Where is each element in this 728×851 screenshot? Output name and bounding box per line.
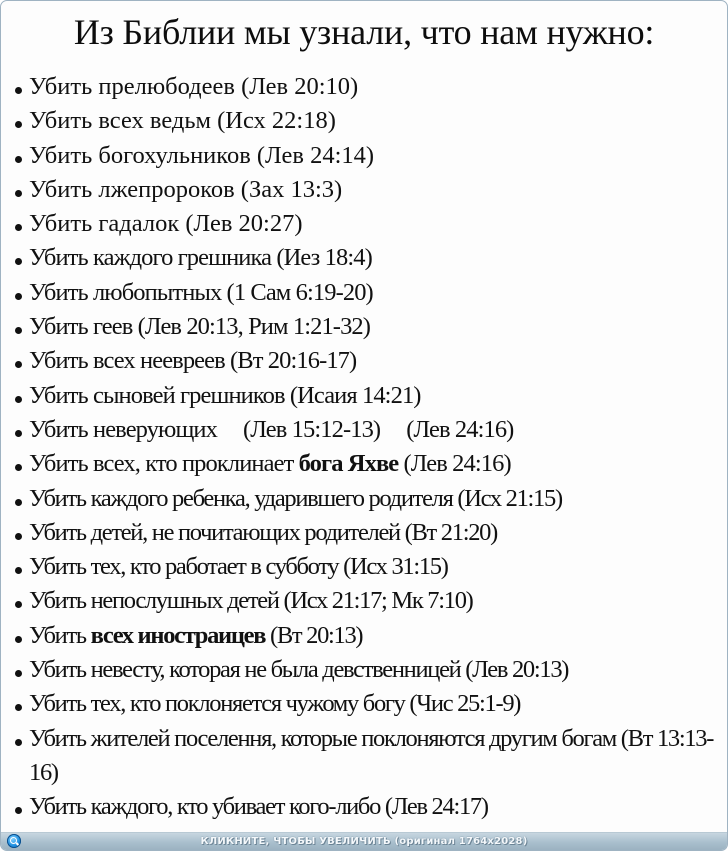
bullet-icon: [15, 190, 22, 197]
magnifier-icon[interactable]: [7, 834, 21, 848]
list-item: [13, 584, 719, 618]
bullet-icon: [15, 430, 22, 437]
bullet-icon: [15, 464, 22, 471]
list-item: [13, 447, 719, 481]
item-text: Убить невесту, которая не была девственницей (Лев 20:13): [29, 656, 569, 684]
item-text: Убить каждого грешника (Иез 18:4): [29, 244, 372, 272]
item-text: Убить жителей поселення, которые поклоняются другим богам (Вт 13:13-16): [29, 724, 714, 786]
enlarge-caption[interactable]: КЛИКНИТЕ, ЧТОБЫ УВЕЛИЧИТЬ (оригинал 1764x2028): [200, 836, 528, 847]
bullet-icon: [15, 670, 22, 677]
item-reference: (Лев 24:16): [406, 415, 514, 443]
list-item: [13, 241, 719, 275]
list-item: [13, 104, 719, 138]
item-text: Убить богохульников (Лев 24:14): [29, 141, 375, 169]
bullet-icon: [15, 807, 22, 814]
item-text: Убить гадалок (Лев 20:27): [29, 210, 303, 238]
item-text: Убить любопытных (1 Сам 6:19-20): [29, 278, 373, 306]
list-item: [13, 173, 719, 207]
bullet-icon: [15, 704, 22, 711]
item-reference: (Вт 20:13): [265, 621, 363, 649]
list-item: [13, 550, 719, 584]
item-emphasis: всех иностраицев: [90, 621, 266, 649]
bullet-icon: [15, 327, 22, 334]
list-item: [13, 790, 719, 824]
bullet-icon: [15, 224, 22, 231]
item-text: Убить тех, кто поклоняется чужому богу (Чис 25:1-9): [29, 690, 521, 718]
item-reference: (Лев 15:12-13): [242, 415, 381, 443]
item-emphasis: бога Яхве: [298, 450, 399, 478]
list-item: [13, 70, 719, 104]
item-text: Убить каждого, кто убивает кого-либо (Лев 24:17): [29, 792, 488, 820]
list-item: [13, 482, 719, 516]
bullet-icon: [15, 361, 22, 368]
page-title: Из Библии мы узнали, что нам нужно:: [73, 12, 655, 52]
item-text: Убить всех, кто проклинает: [29, 450, 299, 478]
list-item: [13, 653, 719, 687]
list-item: [13, 722, 719, 790]
list-item: [13, 344, 719, 378]
bullet-icon: [15, 601, 22, 608]
item-text: Убить: [29, 621, 91, 649]
item-text: Убить неверующих: [29, 415, 217, 443]
list-item: [13, 207, 719, 241]
list-item: [13, 687, 719, 721]
item-text: Убить тех, кто работает в субботу (Исх 31:15): [29, 553, 448, 581]
item-text: Убить сыновей грешников (Исаия 14:21): [29, 381, 421, 409]
list-item: [13, 310, 719, 344]
list-item: [13, 516, 719, 550]
item-text: Убить каждого ребенка, ударившего родителя (Исх 21:15): [29, 484, 562, 512]
bullet-icon: [15, 567, 22, 574]
item-text: Убить детей, не почитающих родителей (Вт 21:20): [29, 518, 497, 546]
commandments-list: [13, 70, 719, 824]
bullet-icon: [15, 121, 22, 128]
bullet-icon: [15, 258, 22, 265]
bullet-icon: [15, 636, 22, 643]
bullet-icon: [15, 499, 22, 506]
bullet-icon: [15, 87, 22, 94]
item-text: Убить непослушных детей (Исх 21:17; Мк 7:10): [29, 587, 473, 615]
list-item: [13, 139, 719, 173]
bullet-icon: [15, 739, 22, 746]
item-text: Убить всех ведьм (Исх 22:18): [29, 107, 336, 135]
enlarge-bar[interactable]: [1, 832, 727, 850]
bullet-icon: [15, 293, 22, 300]
bullet-icon: [15, 396, 22, 403]
list-item: [13, 413, 719, 447]
item-reference: (Лев 24:16): [398, 450, 511, 478]
list-item: [13, 619, 719, 653]
bullet-icon: [15, 533, 22, 540]
bullet-icon: [15, 156, 22, 163]
list-item: [13, 276, 719, 310]
list-item: [13, 379, 719, 413]
item-text: Убить лжепророков (Зах 13:3): [29, 175, 343, 203]
item-text: Убить геев (Лев 20:13, Рим 1:21-32): [29, 313, 371, 341]
item-text: Убить прелюбодеев (Лев 20:10): [29, 73, 359, 100]
item-text: Убить всех неевреев (Вт 20:16-17): [29, 347, 357, 375]
